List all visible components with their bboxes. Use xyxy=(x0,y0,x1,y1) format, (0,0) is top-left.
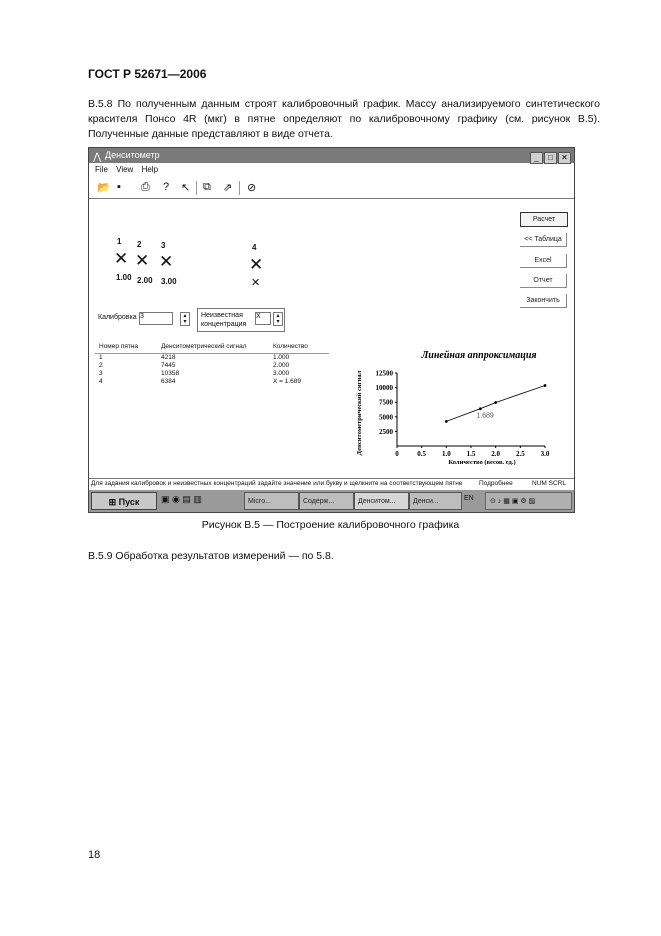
spot-label-2: 2 xyxy=(137,240,142,249)
start-label: Пуск xyxy=(118,497,140,507)
status-message: Для задания калибровок и неизвестных концентраций задайте значение или букву и щелкните на соответствующем пятне xyxy=(91,480,463,487)
minimize-button[interactable]: _ xyxy=(530,152,543,164)
copy-icon[interactable]: ⧉ xyxy=(203,181,211,193)
status-bar xyxy=(89,478,574,489)
scan-icon[interactable]: ⊘ xyxy=(247,182,257,194)
menu-bar xyxy=(89,164,158,176)
calibration-field[interactable] xyxy=(139,312,173,325)
data-point xyxy=(544,384,547,387)
calibration-label: Калибровка xyxy=(98,314,137,321)
unknown-field[interactable] xyxy=(255,312,271,325)
report-button[interactable]: Отчет xyxy=(520,274,567,288)
excel-button[interactable]: Excel xyxy=(520,254,567,268)
table-row[interactable] xyxy=(95,354,329,362)
cell: 4 xyxy=(99,378,103,385)
table-row[interactable] xyxy=(95,378,329,386)
pointer-icon[interactable]: ↖ xyxy=(181,182,191,194)
title-bar xyxy=(89,148,574,163)
menu-help[interactable]: Help xyxy=(141,165,159,174)
table-header xyxy=(95,343,329,354)
calibration-spinner[interactable]: ▴ ▾ xyxy=(180,312,190,326)
col-amount[interactable]: Количество xyxy=(273,343,308,350)
cell: 7445 xyxy=(161,362,176,369)
table-row[interactable] xyxy=(95,370,329,378)
document-header: ГОСТ Р 52671—2006 xyxy=(88,67,207,81)
open-icon[interactable]: 📂 xyxy=(97,182,111,194)
cell: 3 xyxy=(99,370,103,377)
data-point xyxy=(445,420,448,423)
print-icon[interactable]: ⎙ xyxy=(141,181,150,193)
status-hint[interactable]: Подробнее xyxy=(479,480,513,487)
y-tick-label: 5000 xyxy=(379,413,393,422)
y-tick-label: 12500 xyxy=(375,369,393,378)
spot-mark-3[interactable]: ✕ xyxy=(159,252,174,271)
spot-mark-2[interactable]: ✕ xyxy=(135,251,150,270)
x-tick-label: 3.0 xyxy=(540,450,550,458)
chart-xlabel: Количество (весов. ед.) xyxy=(448,459,516,466)
window-title: Денситометр xyxy=(105,150,160,160)
menu-view[interactable]: View xyxy=(116,165,134,174)
task-button[interactable]: Micro... xyxy=(244,492,299,510)
task-button[interactable]: Денси... xyxy=(409,492,462,510)
densitometer-window xyxy=(88,147,575,513)
task-button[interactable]: Денситом... xyxy=(354,492,409,510)
y-tick-label: 10000 xyxy=(375,384,393,393)
unknown-label-2: концентрация xyxy=(201,321,247,328)
system-tray xyxy=(485,492,572,510)
cell: 1.000 xyxy=(273,354,290,361)
cell: 4218 xyxy=(161,354,176,361)
spot-value-2: 2.00 xyxy=(137,276,153,285)
page-number: 18 xyxy=(88,849,101,861)
cell: 10358 xyxy=(161,370,180,377)
calculate-button[interactable]: Расчет xyxy=(520,212,568,227)
data-point xyxy=(479,407,482,410)
paragraph-b58: В.5.8 По полученным данным строят калибровочный график. Массу анализируемого синтетического красителя Понсо 4R (мкг) в пятне определяют по калибровочному графику (см. рисунок В.5). Полученные данные представляют в виде отчета. xyxy=(88,98,600,140)
quicklaunch-icons[interactable]: ▣ ◉ ▤ ▥ xyxy=(161,494,202,504)
maximize-button[interactable]: □ xyxy=(544,152,557,164)
windows-logo-icon: ⊞ xyxy=(108,497,119,507)
y-tick-label: 7500 xyxy=(379,398,393,407)
cell: 2 xyxy=(99,362,103,369)
toolbar-separator xyxy=(239,181,240,195)
close-button[interactable]: ✕ xyxy=(558,152,571,164)
spot-label-1: 1 xyxy=(117,237,122,246)
x-tick-label: 2.5 xyxy=(515,450,525,458)
spot-mark-1[interactable]: ✕ xyxy=(114,249,129,268)
x-tick-label: 1.0 xyxy=(441,450,451,458)
calibration-chart xyxy=(339,343,569,473)
unknown-label-1: Неизвестная xyxy=(201,312,243,319)
annotation-label: 1.689 xyxy=(476,412,494,420)
x-tick-label: 2.0 xyxy=(491,450,501,458)
taskbar xyxy=(89,490,574,512)
calibration-value: 3 xyxy=(140,313,144,320)
spot-label-3: 3 xyxy=(161,241,166,250)
figure-caption: Рисунок В.5 — Построение калибровочного графика xyxy=(201,519,460,531)
help-icon[interactable]: ? xyxy=(163,181,170,193)
y-tick-label: 2500 xyxy=(379,427,393,436)
paragraph-b59: В.5.9 Обработка результатов измерений — по 5.8. xyxy=(88,550,334,562)
toolbar-separator xyxy=(196,181,197,195)
menu-file[interactable]: File xyxy=(95,165,108,174)
x-tick-label: 0.5 xyxy=(417,450,427,458)
language-indicator[interactable]: EN xyxy=(464,495,474,502)
col-spot-number[interactable]: Номер пятна xyxy=(99,343,139,350)
tray-icons[interactable]: ⊙ ♪ ▦ ▣ ⚙ ▨ xyxy=(490,498,536,505)
toolbar xyxy=(89,178,574,199)
chart-title: Линейная аппроксимация xyxy=(421,350,537,361)
spot-label-4: 4 xyxy=(252,243,257,252)
chart-ylabel: Денситометрический сигнал xyxy=(356,370,363,456)
cell: 1 xyxy=(99,354,103,361)
table-button[interactable]: << Таблица xyxy=(520,233,567,247)
unknown-value: X xyxy=(256,313,261,320)
cell: 3.000 xyxy=(273,370,290,377)
data-point xyxy=(494,401,497,404)
spot-mark-5[interactable]: ✕ xyxy=(251,277,261,289)
spot-value-3: 3.00 xyxy=(161,277,177,286)
finish-button[interactable]: Закончить xyxy=(520,294,567,308)
x-tick-label: 0 xyxy=(395,450,399,458)
col-signal[interactable]: Денситометрический сигнал xyxy=(161,343,247,350)
spot-mark-4[interactable]: ✕ xyxy=(249,255,264,274)
app-icon: ⋀ xyxy=(93,152,102,163)
status-indicators: NUM SCRL xyxy=(532,480,566,487)
cell: X = 1.689 xyxy=(273,378,302,385)
x-tick-label: 1.5 xyxy=(466,450,476,458)
unknown-spinner[interactable]: ▴ ▾ xyxy=(273,312,283,326)
save-icon[interactable]: ▪ xyxy=(117,181,121,193)
cell: 6384 xyxy=(161,378,176,385)
cell: 2.000 xyxy=(273,362,290,369)
spot-value-1: 1.00 xyxy=(116,273,132,282)
export-icon[interactable]: ⇗ xyxy=(223,182,233,194)
unknown-group xyxy=(197,308,285,332)
task-button[interactable]: Содерж... xyxy=(299,492,354,510)
data-table xyxy=(95,343,329,386)
start-button[interactable] xyxy=(91,492,157,510)
table-row[interactable] xyxy=(95,362,329,370)
